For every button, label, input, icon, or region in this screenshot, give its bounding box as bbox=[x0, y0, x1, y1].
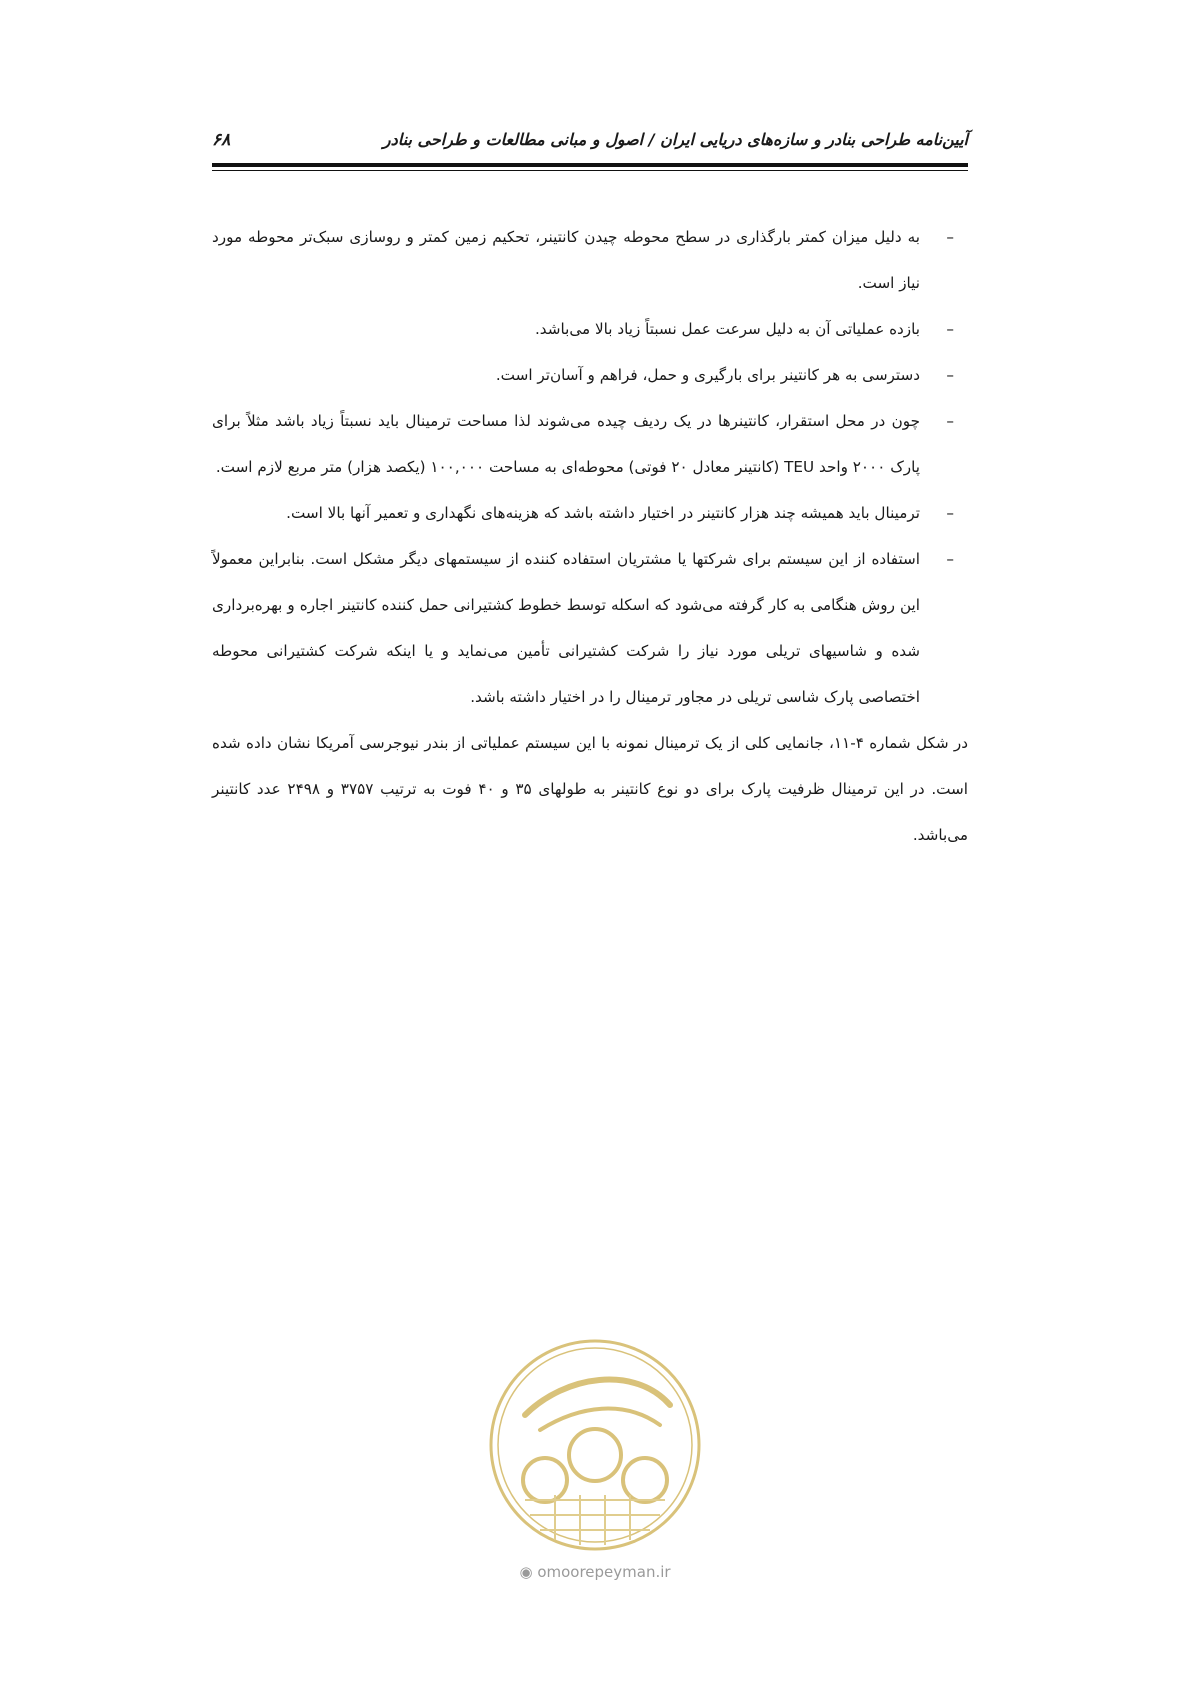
page-number: ۶۸ bbox=[212, 130, 231, 150]
body-paragraph: در شکل شماره ۴-۱۱، جانمایی کلی از یک ترمینال نمونه با این سیستم عملیاتی از بندر نیوجرسی آمریکا نشان داده شده است. در این ترمینال ظرفیت پارک برای دو نوع کانتینر به طولهای ۳۵ و ۴۰ فوت به ترتیب ۳۷۵۷ و ۲۴۹۸ عدد کانتینر می‌باشد. bbox=[212, 734, 969, 844]
header-rule-thick bbox=[212, 163, 968, 167]
running-header bbox=[212, 130, 968, 158]
bullet-item: – به دلیل میزان کمتر بارگذاری در سطح محوطه چیدن کانتینر، تحکیم زمین کمتر و روسازی سبک‌تر محوطه مورد نیاز است. bbox=[212, 214, 968, 306]
watermark-logo-icon bbox=[485, 1335, 705, 1555]
watermark-caption-text: omoorepeyman.ir bbox=[537, 1563, 671, 1581]
bullet-item: – استفاده از این سیستم برای شرکتها یا مشتریان استفاده کننده از سیستمهای دیگر مشکل است. بنابراین معمولاً این روش هنگامی به کار گرفته می‌شود که اسکله توسط خطوط کشتیرانی حمل کننده کانتینر اجاره و بهره‌برداری شده و شاسیهای تریلی مورد نیاز را شرکت کشتیرانی تأمین می‌نماید و یا اینکه شرکت کشتیرانی محوطه اختصاصی پارک شاسی تریلی در مجاور ترمینال را در اختیار داشته باشد. bbox=[212, 536, 968, 720]
body-text bbox=[212, 214, 968, 858]
bullet-list bbox=[212, 214, 968, 720]
bullet-item: – دسترسی به هر کانتینر برای بارگیری و حمل، فراهم و آسان‌تر است. bbox=[212, 352, 968, 398]
bullet-item: – چون در محل استقرار، کانتینرها در یک ردیف چیده می‌شوند لذا مساحت ترمینال باید نسبتاً زیاد باشد مثلاً برای پارک ۲۰۰۰ واحد TEU (کانتینر معادل ۲۰ فوتی) محوطه‌ای به مساحت ۱۰۰,۰۰۰ (یکصد هزار) متر مربع لازم است. bbox=[212, 398, 968, 490]
watermark-caption bbox=[485, 1563, 705, 1581]
bullet-item: – ترمینال باید همیشه چند هزار کانتینر در اختیار داشته باشد که هزینه‌های نگهداری و تعمیر آنها بالا است. bbox=[212, 490, 968, 536]
watermark-camera-icon: ◉ bbox=[519, 1563, 533, 1581]
bullet-item: – بازده عملیاتی آن به دلیل سرعت عمل نسبتاً زیاد بالا می‌باشد. bbox=[212, 306, 968, 352]
header-title: آیین‌نامه طراحی بنادر و سازه‌های دریایی ایران / اصول و مبانی مطالعات و طراحی بنادر bbox=[382, 130, 968, 149]
header-rule-thin bbox=[212, 170, 968, 171]
